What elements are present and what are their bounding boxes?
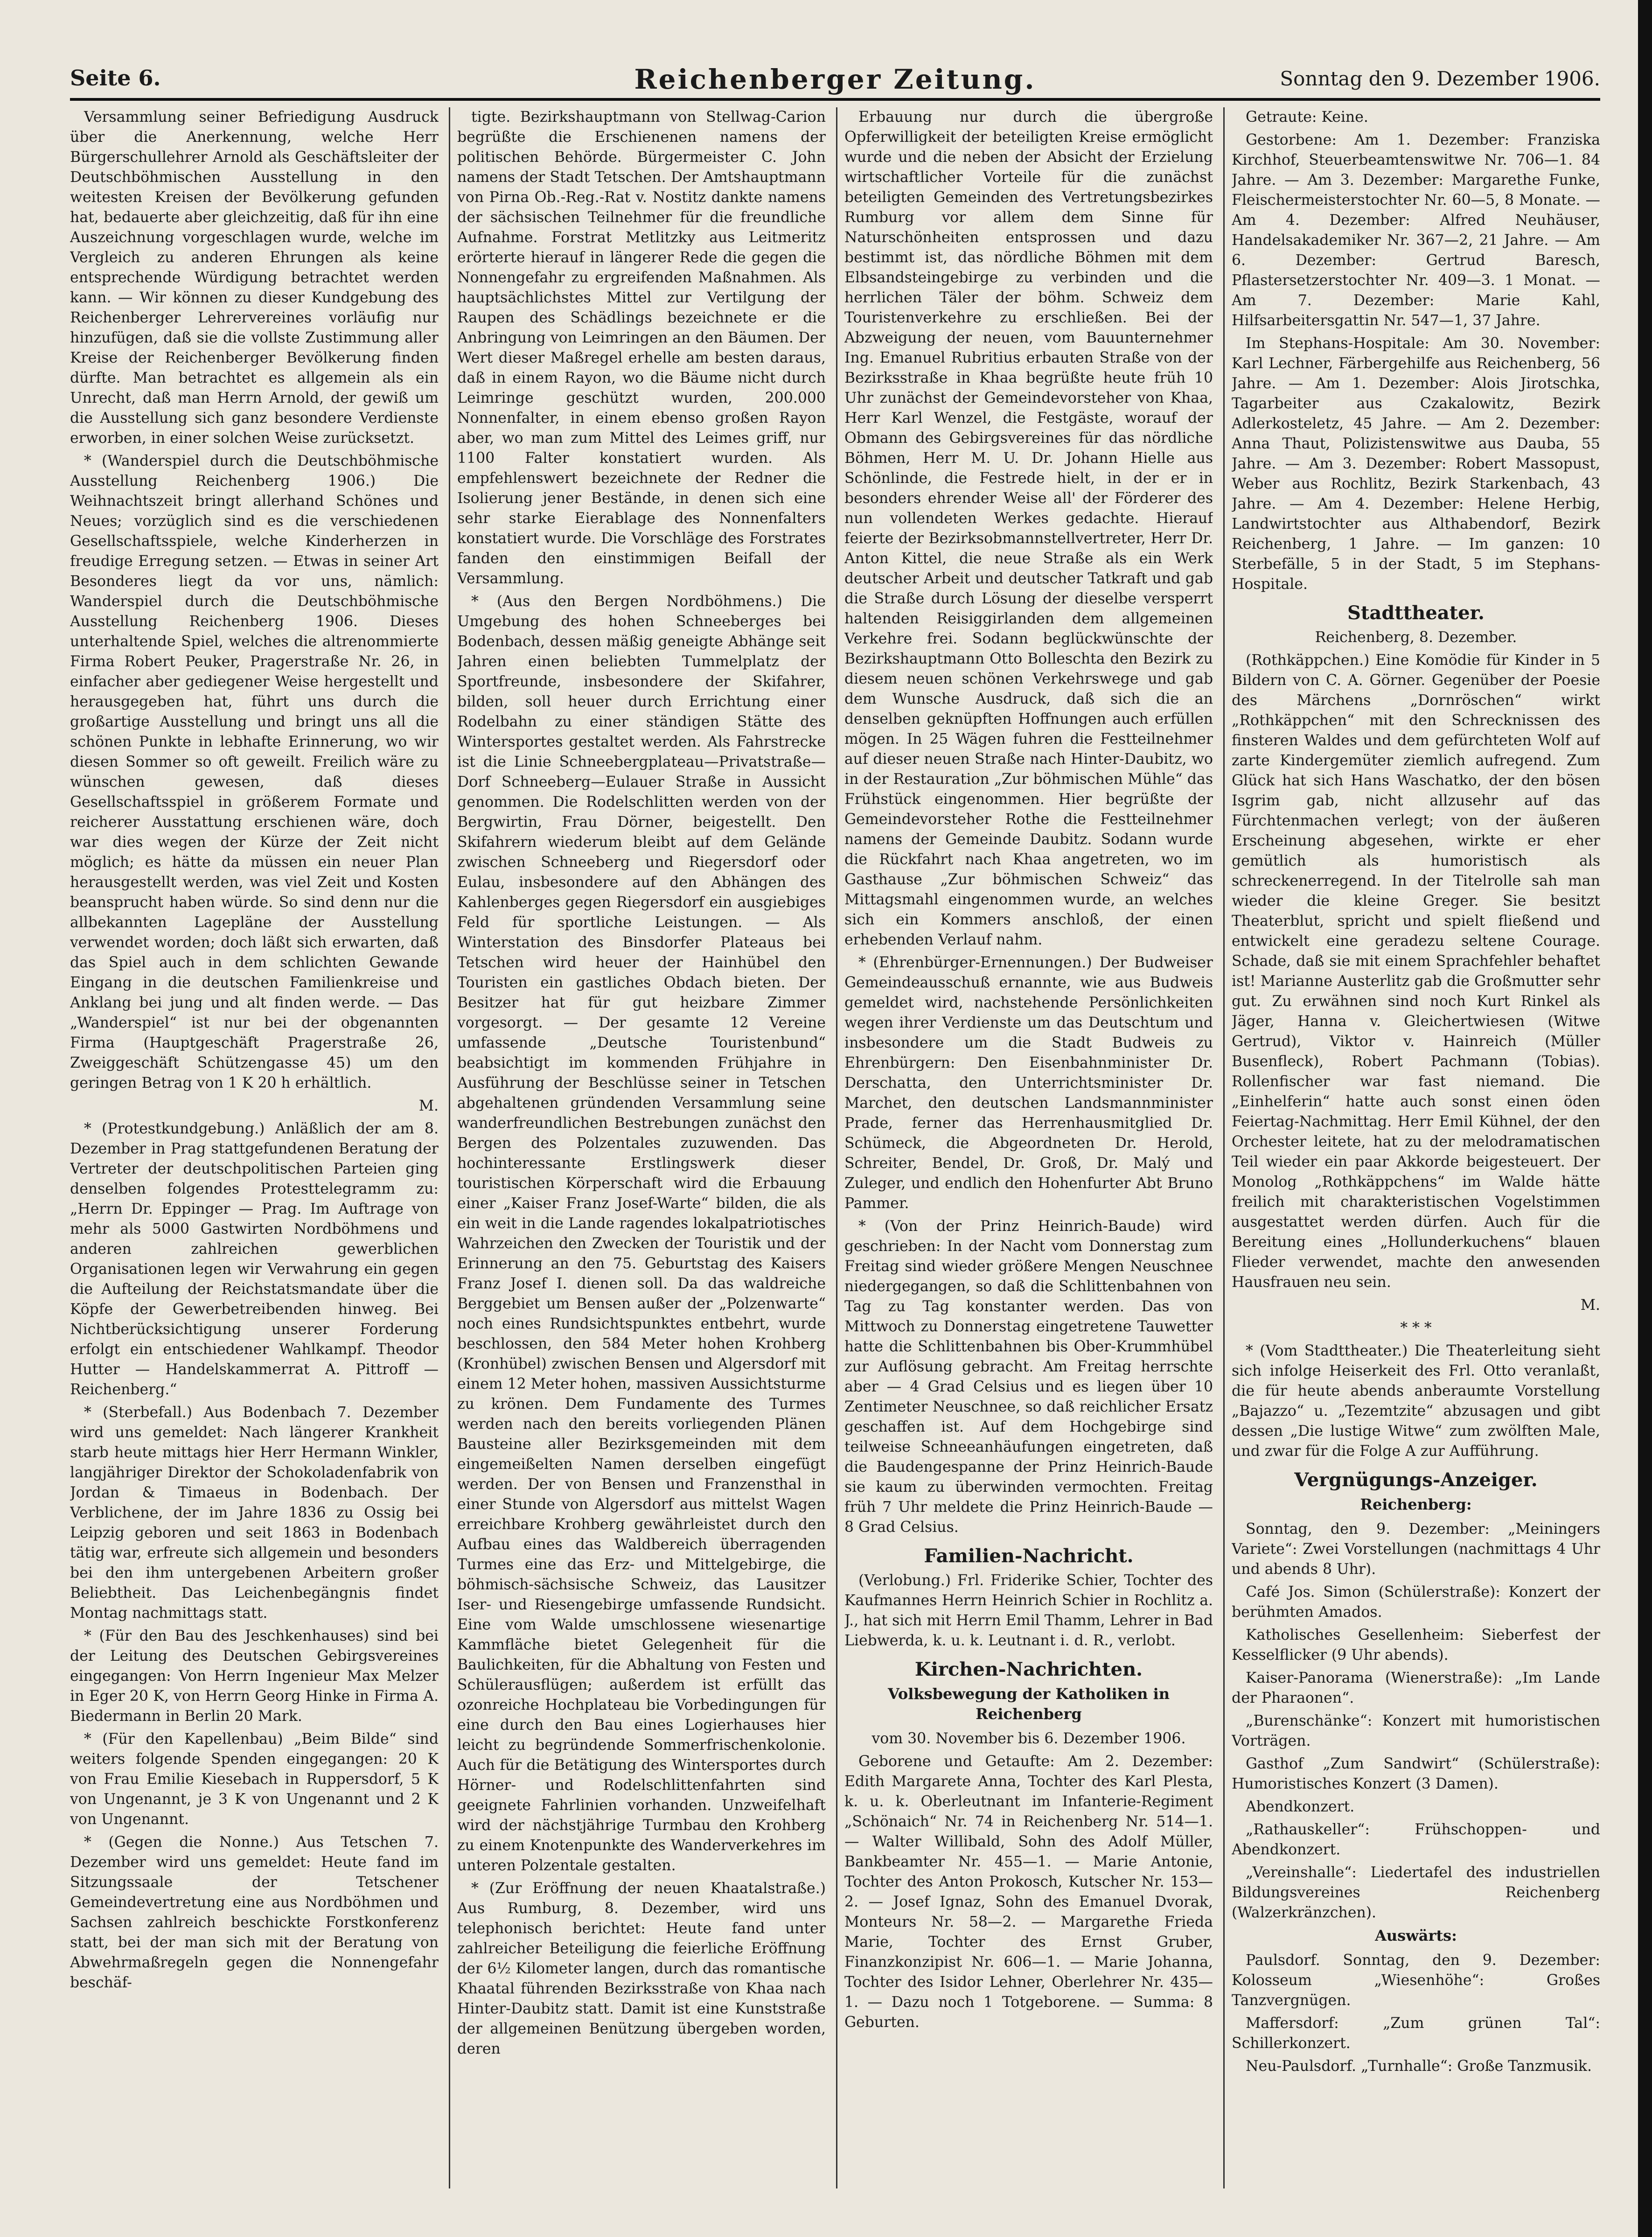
article-paragraph: Versammlung seiner Befriedigung Ausdruck über die Anerkennung, welche Herr Bürgerschullehrer Arnold als Geschäftsleiter der Deutschböhmischen Ausstellung in den weitesten Kreisen der Bevölkerung gefunden hat, bedauerte aber gleichzeitig, daß für ihn eine Auszeichnung vorgeschlagen wurde, welche im Vergleich zu anderen Ehrungen als keine entsprechende Würdigung betrachtet werden kann. — Wir können zu dieser Kundgebung des Reichenberger Lehrervereines vorläufig nur hinzufügen, daß sie die vollste Zustimmung aller Kreise der Reichenberger Bevölkerung finden dürfte. Man betrachtet es allgemein als ein Unrecht, daß man Herrn Arnold, der gewiß um die Ausstellung sich ganz besondere Verdienste erworben, in einer solchen Weise zurücksetzt.	[70, 109, 439, 447]
article-paragraph: * (Ehrenbürger-Ernennungen.) Der Budweiser Gemeindeausschuß ernannte, wie aus Budweis gemeldet wird, nachstehende Persönlichkeiten wegen ihrer Verdienste um das Deutschtum und insbesondere um die Stadt Budweis zu Ehrenbürgern: Den Eisenbahnminister Dr. Derschatta, den Unterrichtsminister Dr. Marchet, den deutschen Landsmannminister Prade, ferner das Herrenhausmitglied Dr. Schümeck, die Abgeordneten Dr. Herold, Schreiter, Bendel, Dr. Groß, Dr. Malý und Zuleger, und endlich den Hohenfurter Abt Bruno Pammer.	[844, 954, 1213, 1212]
article-paragraph: „Burenschänke“: Konzert mit humoristischen Vorträgen.	[1232, 1713, 1600, 1749]
article-paragraph: Gestorbene: Am 1. Dezember: Franziska Kirchhof, Steuerbeamtenswitwe Nr. 706—1. 84 Jahre. — Am 3. Dezember: Margarethe Funke, Fleischermeisterstochter Nr. 60—5, 8 Monate. — Am 4. Dezember: Alfred Neuhäuser, Handelsakademiker Nr. 367—2, 21 Jahre. — Am 6. Dezember: Gertrud Baresch, Pflastersetzerstochter Nr. 409—3. 1 Monat. — Am 7. Dezember: Marie Kahl, Hilfsarbeitersgattin Nr. 547—1, 37 Jahre.	[1232, 132, 1600, 329]
column-1	[70, 107, 439, 2188]
article-paragraph: Kaiser-Panorama (Wienerstraße): „Im Lande der Pharaonen“.	[1232, 1670, 1600, 1706]
column-divider	[836, 107, 837, 2188]
subheading: Volksbewegung der Katholiken in Reichenberg	[888, 1685, 1170, 1723]
section-heading: Vergnügungs-Anzeiger.	[1294, 1469, 1538, 1491]
page-number: Seite 6.	[70, 65, 161, 91]
article-paragraph: Café Jos. Simon (Schülerstraße): Konzert der berühmten Amados.	[1232, 1584, 1600, 1621]
article-paragraph: * (Für den Kapellenbau) „Beim Bilde“ sind weiters folgende Spenden eingegangen: 20 K von Frau Emilie Kiesebach in Ruppersdorf, 5 K von Ungenannt, je 3 K von Ungenannt und 2 K von Ungenannt.	[70, 1731, 439, 1828]
centered-line: vom 30. November bis 6. Dezember 1906.	[871, 1730, 1186, 1747]
subheading: Auswärts:	[1375, 1927, 1457, 1944]
column-divider	[1223, 107, 1225, 2188]
article-paragraph: * (Aus den Bergen Nordböhmens.) Die Umgebung des hohen Schneeberges bei Bodenbach, dessen mäßig geneigte Abhänge seit Jahren einen beliebten Tummelplatz der Sportfreunde, insbesondere der Skifahrer, bilden, soll heuer durch Errichtung einer Rodelbahn zu einer ständigen Stätte des Wintersportes gestaltet werden. Als Fahrstrecke ist die Linie Schneebergplateau—Privatstraße—Dorf Schneeberg—Eulauer Straße in Aussicht genommen. Die Rodelschlitten werden von der Bergwirtin, Frau Dörner, beigestellt. Den Skifahrern wiederum bleibt auf dem Gelände zwischen Schneeberg und Riegersdorf oder Eulau, insbesondere auf den Abhängen des Kahlenberges gegen Riegersdorf ein ausgiebiges Feld für sportliche Leistungen. — Als Winterstation des Binsdorfer Plateaus bei Tetschen wird heuer der Hainhübel den Touristen ein gastliches Obdach bieten. Der Besitzer hat für gut heizbare Zimmer vorgesorgt. — Der gesamte 12 Vereine umfassende „Deutsche Touristenbund“ beabsichtigt im kommenden Frühjahre in Ausführung der Beschlüsse seiner in Tetschen abgehaltenen gründenden Versammlung seine wanderfreundlichen Bestrebungen zunächst den Bergen des Polzentales zuzuwenden. Das hochinteressante Erstlingswerk dieser touristischen Körperschaft wird die Erbauung einer „Kaiser Franz Josef-Warte“ bilden, die als ein weit in die Lande ragendes lokalpatriotisches Wahrzeichen den Zwecken der Touristik und der Erinnerung an den 75. Geburtstag des Kaisers Franz Josef I. dienen soll. Da das waldreiche Berggebiet um Bensen außer der „Polzenwarte“ noch eines Rundsichtspunktes entbehrt, wurde beschlossen, den 584 Meter hohen Krohberg (Kronhübel) zwischen Bensen und Algersdorf mit einem 12 Meter hohen, massiven Aussichtsturme zu krönen. Dem Fundamente des Turmes werden nach den bereits vorliegenden Plänen Bausteine aller Bezirksgemeinden mit dem eingemeißelten Namen derselben eingefügt werden. Der von Bensen und Franzensthal in einer Stunde von Algersdorf aus mittelst Wagen erreichbare Krohberg gewährleistet durch den Aufbau eines das Waldbereich überragenden Turmes eine das Erz- und Mittelgebirge, die böhmisch-sächsische Schweiz, das Lausitzer Iser- und Riesengebirge umfassende Rundsicht. Eine vom Walde umschlossene wiesenartige Kammfläche bietet Gelegenheit für die Baulichkeiten, für die Abhaltung von Festen und Schülerausflügen; außerdem ist erfüllt das ozonreiche Hochplateau bie Vorbedingungen für eine durch den Bau eines Logierhauses hier leicht zu begründende Sommerfrischenkolonie. Auch für die Betätigung des Wintersportes durch Hörner- und Rodelschlittenfahrten sind geeignete Fahrlinien vorhanden. Unzweifelhaft wird der nächstjährige Turmbau den Krohberg zu einem Knotenpunkte des Wanderverkehres im unteren Polzentale gestalten.	[457, 593, 826, 1874]
article-paragraph: Katholisches Gesellenheim: Sieberfest der Kesselflicker (9 Uhr abends).	[1232, 1627, 1600, 1664]
newspaper-title: Reichenberger Zeitung.	[634, 63, 1036, 95]
signature: M.	[418, 1098, 439, 1114]
page-edge	[1638, 0, 1652, 2237]
issue-date: Sonntag den 9. Dezember 1906.	[1280, 67, 1600, 90]
article-paragraph: tigte. Bezirkshauptmann von Stellwag-Carion begrüßte die Erschienenen namens der politischen Behörde. Bürgermeister C. John namens der Stadt Tetschen. Der Amtshauptmann von Pirna Ob.-Reg.-Rat v. Nostitz dankte namens der sächsischen Teilnehmer für die freundliche Aufnahme. Forstrat Metlitzky aus Leitmeritz erörterte hierauf in längerer Rede die gegen die Nonnengefahr zu ergreifenden Maßnahmen. Als hauptsächlichstes Mittel zur Vertilgung der Raupen des Schädlings bezeichnete er die Anbringung von Leimringen an den Bäumen. Der Wert dieser Maßregel erhelle am besten daraus, daß in einem Rayon, wo die Bäume nicht durch Leimringe geschützt wurden, 200.000 Nonnenfalter, in einem ebenso großen Rayon aber, wo man zum Mittel des Leimes griff, nur 1100 Falter konstatiert wurden. Als empfehlenswert bezeichnete der Redner die Isolierung jener Bestände, in denen sich eine sehr starke Eierablage des Nonnenfalters konstatiert wurde. Die Vorschläge des Forstrates fanden den einstimmigen Beifall der Versammlung.	[457, 109, 826, 587]
article-paragraph: * (Gegen die Nonne.) Aus Tetschen 7. Dezember wird uns gemeldet: Heute fand im Sitzungssaale der Tetschener Gemeindevertretung eine aus Nordböhmen und Sachsen zahlreich beschickte Forstkonferenz statt, bei der man sich mit der Beratung von Abwehrmaßregeln gegen die Nonnengefahr beschäf-	[70, 1834, 439, 1991]
article-paragraph: (Rothkäppchen.) Eine Komödie für Kinder in 5 Bildern von C. A. Görner. Gegenüber der Poesie des Märchens „Dornröschen“ wirkt „Rothkäppchen“ mit den Schrecknissen des finsteren Waldes und dem gefürchteten Wolf auf zarte Kindergemüter ziemlich aufregend. Zum Glück hat sich Hans Waschatko, der den bösen Isgrim gab, nicht allzusehr auf das Fürchtenmachen verlegt; von der äußeren Erscheinung abgesehen, wirkte er eher gemütlich als humoristisch als schreckenerregend. In der Titelrolle sah man wieder die kleine Greger. Sie besitzt Theaterblut, spricht und spielt fließend und entwickelt eine geradezu seltene Courage. Schade, daß sie mit einem Sprachfehler behaftet ist! Marianne Austerlitz gab die Großmutter sehr gut. Zu erwähnen sind noch Kurt Rinkel als Jäger, Hanna v. Gleichertwiesen (Witwe Gertrud), Viktor v. Hainreich (Müller Busenfleck), Robert Pachmann (Tobias). Rollenfischer war fast niemand. Die „Einhelferin“ hatte auch sonst einen öden Feiertag-Nachmittag. Herr Emil Kühnel, der den Orchester leitete, hat zu der melodramatischen Teil wieder ein paar Akkorde beigesteuert. Der Monolog „Rothkäppchens“ im Walde hätte freilich mit charakteristischen Vogelstimmen ausgestattet werden dürfen. Auch für die Bereitung eines „Hollunderkuchens“ blauen Flieder verwendet, machte den anwesenden Hausfrauen neu sein.	[1232, 652, 1600, 1291]
article-paragraph: * (Vom Stadttheater.) Die Theaterleitung sieht sich infolge Heiserkeit des Frl. Otto veranlaßt, die für heute abends anberaumte Vorstellung „Bajazzo“ u. „Tezemtzite“ abzusagen und gibt dessen „Die lustige Witwe“ zum zwölften Male, und zwar für die Folge A zur Aufführung.	[1232, 1342, 1600, 1460]
newspaper-page	[70, 61, 1600, 2198]
article-paragraph: * (Von der Prinz Heinrich-Baude) wird geschrieben: In der Nacht vom Donnerstag zum Freitag sind wieder größere Mengen Neuschnee niedergegangen, so daß die Schlittenbahnen von Tag zu Tag konstanter werden. Das von Mittwoch zu Donnerstag eingetretene Tauwetter hatte die Schlittenbahnen bis Ober-Krummhübel zur Auflösung gebracht. Am Freitag herrschte aber — 4 Grad Celsius und es liegen über 10 Zentimeter Neuschnee, so daß reichlicher Ersatz geschaffen ist. Auf dem Hochgebirge sind teilweise Schneeanhäufungen eingetreten, daß die Baudengespanne der Prinz Heinrich-Baude sie kaum zu überwinden vermochten. Freitag früh 7 Uhr meldete die Prinz Heinrich-Baude — 8 Grad Celsius.	[844, 1218, 1213, 1536]
article-paragraph: * (Wanderspiel durch die Deutschböhmische Ausstellung Reichenberg 1906.) Die Weihnachtszeit bringt allerhand Schönes und Neues; vorzüglich sind es die verschiedenen Gesellschaftsspiele, welche Kinderherzen in freudige Erregung setzen. — Etwas in seiner Art Besonderes liegt da vor uns, nämlich: Wanderspiel durch die Deutschböhmische Ausstellung Reichenberg 1906. Dieses unterhaltende Spiel, welches die altrenommierte Firma Robert Peuker, Pragerstraße Nr. 26, in einfacher aber gediegener Weise hergestellt und herausgegeben hat, führt uns durch die großartige Ausstellung und bringt uns all die schönen Punkte in lebhafte Erinnerung, wo wir diesen Sommer so oft geweilt. Freilich wäre zu wünschen gewesen, daß dieses Gesellschaftsspiel in größerem Formate und reicherer Ausstattung erschienen wäre, doch war dies wegen der Kürze der Zeit nicht möglich; es hätte da müssen ein neuer Plan herausgestellt werden, was viel Zeit und Kosten beansprucht haben würde. So sind denn nur die allbekannten Lagepläne der Ausstellung verwendet worden; doch läßt sich erwarten, daß das Spiel auch in dem schlichten Gewande Eingang in die deutschen Familienkreise und Anklang bei jung und alt finden werde. — Das „Wanderspiel“ ist nur bei der obgenannten Firma (Hauptgeschäft Pragerstraße 26, Zweiggeschäft Schützengasse 45) um den geringen Betrag von 1 K 20 h erhältlich.	[70, 453, 439, 1091]
article-paragraph: * (Protestkundgebung.) Anläßlich der am 8. Dezember in Prag stattgefundenen Beratung der Vertreter der deutschpolitischen Parteien ging denselben folgendes Protesttelegramm zu: „Herrn Dr. Eppinger — Prag. Im Auftrage von mehr als 5000 Gastwirten Nordböhmens und anderen zahlreichen gewerblichen Organisationen legen wir Verwahrung ein gegen die Aufteilung der Reichstatsmandate über die Köpfe der Gewerbetreibenden hinweg. Bei Nichtberücksichtigung unserer Forderung erfolgt ein entschiedener Wahlkampf. Theodor Hutter — Handelskammerrat A. Pittroff — Reichenberg.“	[70, 1120, 439, 1398]
page-header	[70, 61, 1600, 101]
article-paragraph: Paulsdorf. Sonntag, den 9. Dezember: Kolosseum „Wiesenhöhe“: Großes Tanzvergnügen.	[1232, 1952, 1600, 2009]
article-paragraph: Geborene und Getaufte: Am 2. Dezember: Edith Margarete Anna, Tochter des Karl Plesta, k. u. k. Oberleutnant im Infanterie-Regiment „Schönaich“ Nr. 74 in Reichenberg Nr. 514—1. — Walter Willibald, Sohn des Adolf Müller, Bankbeamter Nr. 455—1. — Marie Antonie, Tochter des Anton Prokosch, Kutscher Nr. 153—2. — Josef Ignaz, Sohn des Emanuel Dvorak, Monteurs Nr. 58—2. — Margarethe Frieda Marie, Tochter des Ernst Gruber, Finanzkonzipist Nr. 606—1. — Marie Johanna, Tochter des Isidor Lehner, Oberlehrer Nr. 435—1. — Dazu noch 1 Totgeborene. — Summa: 8 Geburten.	[844, 1753, 1213, 2031]
article-paragraph: Maffersdorf: „Zum grünen Tal“: Schillerkonzert.	[1232, 2015, 1600, 2052]
column-divider	[449, 107, 450, 2188]
article-paragraph: „Vereinshalle“: Liedertafel des industriellen Bildungsvereines Reichenberg (Walzerkränzchen).	[1232, 1864, 1600, 1921]
section-heading: Kirchen-Nachrichten.	[914, 1658, 1143, 1680]
column-3	[844, 107, 1213, 2188]
signature: M.	[1580, 1297, 1600, 1314]
article-paragraph: * (Für den Bau des Jeschkenhauses) sind bei der Leitung des Deutschen Gebirgsvereines eingegangen: Von Herrn Ingenieur Max Melzer in Eger 20 K, von Herrn Georg Hinke in Firma A. Biedermann in Berlin 20 Mark.	[70, 1628, 439, 1725]
column-4	[1232, 107, 1600, 2188]
centered-line: * * *	[1400, 1320, 1432, 1336]
article-paragraph: * (Zur Eröffnung der neuen Khaatalstraße.) Aus Rumburg, 8. Dezember, wird uns telephonisch berichtet: Heute fand unter zahlreicher Beteiligung die feierliche Eröffnung der 6½ Kilometer langen, durch das romantische Khaatal führenden Bezirksstraße von Khaa nach Hinter-Daubitz statt. Damit ist eine Kunststraße der allgemeinen Benützung übergeben worden, deren	[457, 1880, 826, 2057]
column-2	[457, 107, 826, 2188]
article-paragraph: (Verlobung.) Frl. Friderike Schier, Tochter des Kaufmannes Herrn Heinrich Schier in Rochlitz a. J., hat sich mit Herrn Emil Thamm, Lehrer in Bad Liebwerda, k. u. k. Leutnant i. d. R., verlobt.	[844, 1572, 1213, 1649]
article-paragraph: Neu-Paulsdorf. „Turnhalle“: Große Tanzmusik.	[1246, 2058, 1592, 2075]
article-paragraph: Im Stephans-Hospitale: Am 30. November: Karl Lechner, Färbergehilfe aus Reichenberg, 56 Jahre. — Am 1. Dezember: Alois Jirotschka, Tagarbeiter aus Czakalowitz, Bezirk Adlerkosteletz, 45 Jahre. — Am 2. Dezember: Anna Thaut, Polizistenswitwe aus Dauba, 55 Jahre. — Am 3. Dezember: Robert Massopust, Weber aus Rochlitz, Bezirk Starkenbach, 43 Jahre. — Am 4. Dezember: Helene Herbig, Landwirtstochter aus Althabendorf, Bezirk Reichenberg, 1 Jahre. — Im ganzen: 10 Sterbefälle, 5 in der Stadt, 5 im Stephans-Hospitale.	[1232, 335, 1600, 593]
section-heading: Familien-Nachricht.	[924, 1545, 1134, 1567]
article-paragraph: * (Sterbefall.) Aus Bodenbach 7. Dezember wird uns gemeldet: Nach längerer Krankheit starb heute mittags hier Herr Hermann Winkler, langjähriger Direktor der Schokoladenfabrik von Jordan & Timaeus in Bodenbach. Der Verblichene, der im Jahre 1836 zu Ossig bei Leipzig geboren und seit 1863 in Bodenbach tätig war, erfreute sich allgemein und besonders bei den ihm untergebenen Arbeitern großer Beliebtheit. Das Leichenbegängnis findet Montag nachmittags statt.	[70, 1404, 439, 1622]
article-paragraph: Getraute: Keine.	[1246, 109, 1368, 126]
section-heading: Stadttheater.	[1347, 602, 1485, 624]
centered-line: Reichenberg, 8. Dezember.	[1315, 629, 1517, 646]
article-paragraph: Sonntag, den 9. Dezember: „Meiningers Variete“: Zwei Vorstellungen (nachmittags 4 Uhr und abends 8 Uhr).	[1232, 1521, 1600, 1578]
subheading: Reichenberg:	[1360, 1496, 1472, 1513]
article-paragraph: Gasthof „Zum Sandwirt“ (Schülerstraße): Humoristisches Konzert (3 Damen).	[1232, 1755, 1600, 1792]
article-paragraph: Erbauung nur durch die übergroße Opferwilligkeit der beteiligten Kreise ermöglicht wurde und die neben der Absicht der Erzielung wirtschaftlicher Vorteile für die zunächst beteiligten Gemeinden des Vertretungsbezirkes Rumburg vor allem dem Sinne für Naturschönheiten entsprossen und dazu bestimmt ist, das nördliche Böhmen mit dem Elbsandsteingebirge zu verbinden und die herrlichen Täler der böhm. Schweiz dem Touristenverkehre zu erschließen. Bei der Abzweigung der neuen, vom Bauunternehmer Ing. Emanuel Rubritius erbauten Straße von der Bezirksstraße in Khaa begrüßte heute früh 10 Uhr zunächst der Gemeindevorsteher von Khaa, Herr Karl Wenzel, die Festgäste, worauf der Obmann des Gebirgsvereines für das nördliche Böhmen, Herr M. U. Dr. Johann Hielle aus Schönlinde, die Festrede hielt, in der er in besonders ehrender Weise all' der Förderer des nun vollendeten Werkes gedachte. Hierauf feierte der Bezirksobmannstellvertreter, Herr Dr. Anton Kittel, die neue Straße als ein Werk deutscher Arbeit und deutscher Tatkraft und gab die Straße durch Lösung der dieselbe versperrt haltenden Reisiggirlanden dem allgemeinen Verkehre frei. Sodann beglückwünschte der Bezirkshauptmann Otto Bolleschta den Bezirk zu diesem neuen schönen Verkehrswege und gab dem Wunsche Ausdruck, daß sich die an denselben geknüpften Hoffnungen auch erfüllen mögen. In 25 Wägen fuhren die Festteilnehmer auf dieser neuen Straße nach Hinter-Daubitz, wo in der Restauration „Zur böhmischen Mühle“ das Frühstück eingenommen. Hier begrüßte der Gemeindevorsteher Rothe die Festteilnehmer namens der Gemeinde Daubitz. Sodann wurde die Rückfahrt nach Khaa angetreten, wo im Gasthause „Zur böhmischen Schweiz“ das Mittagsmahl eingenommen wurde, an welches sich ein Kommers anschloß, der einen erhebenden Verlauf nahm.	[844, 109, 1213, 948]
article-paragraph: „Rathauskeller“: Frühschoppen- und Abendkonzert.	[1232, 1821, 1600, 1858]
article-paragraph: Abendkonzert.	[1246, 1798, 1355, 1815]
